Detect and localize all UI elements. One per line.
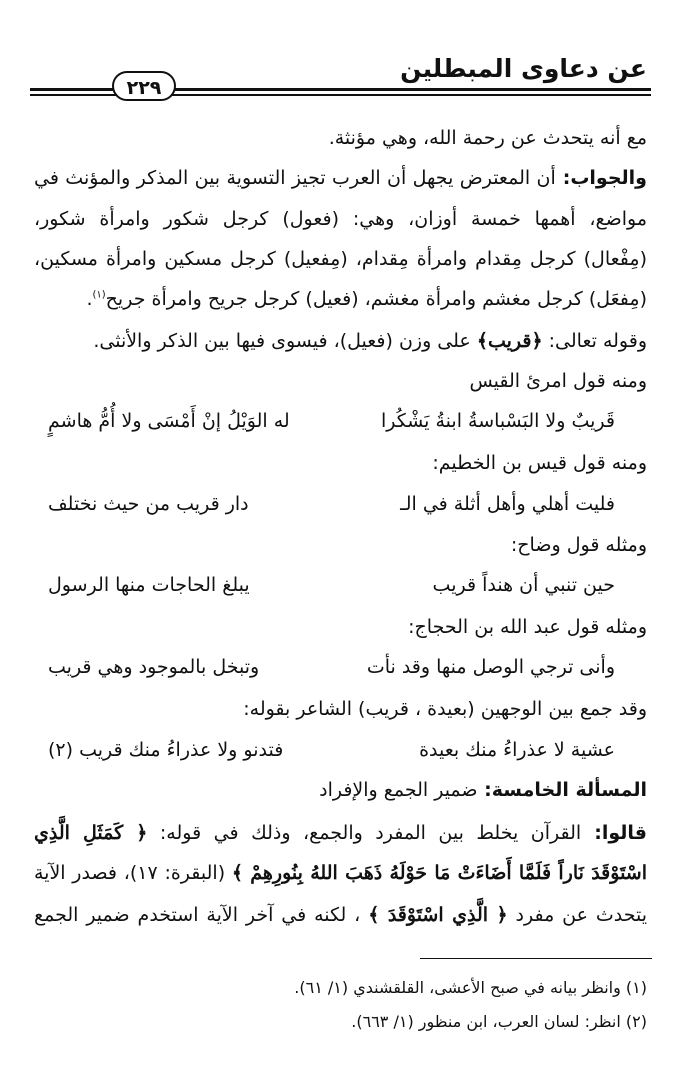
quran-quote: ﴿ الَّذِي اسْتَوْقَدَ ﴾: [368, 904, 508, 926]
text-line: [34, 118, 647, 158]
footnote-rule: [420, 958, 652, 959]
text-run: يتحدث عن مفرد: [507, 904, 647, 926]
text-run: القرآن يخلط بين المفرد والجمع، وذلك في قوله:: [147, 822, 582, 844]
verse-hemistich: عشية لا عذراءُ منك بعيدة: [419, 739, 615, 761]
verse-hemistich: وتبخل بالموجود وهي قريب: [48, 656, 260, 678]
footnote: (٢) انظر: لسان العرب، ابن منظور (١/ ٦٦٣).: [351, 1012, 647, 1031]
verse-hemistich: دار قريب من حيث نختلف: [48, 493, 249, 515]
text-line: [34, 279, 647, 319]
text-run: وقد جمع بين الوجهين (بعيدة ، قريب) الشاعر بقوله:: [243, 698, 647, 720]
text-line: [34, 199, 647, 239]
text-line: [34, 158, 647, 198]
footnote: (١) وانظر بيانه في صبح الأعشى، القلقشندي (١/ ٦١).: [294, 978, 647, 997]
footnote-ref: (١): [92, 289, 106, 301]
text-run: وقوله تعالى:: [542, 330, 647, 352]
verse-hemistich: قَريبٌ ولا البَسْباسةُ ابنةُ يَشْكُرا: [380, 410, 615, 432]
text-run: أن المعترض يجهل أن العرب تجيز التسوية بين المذكر والمؤنث في: [34, 167, 556, 189]
text-run: ومنه قول امرئ القيس: [469, 370, 647, 392]
text-run: ، لكنه في آخر الآية استخدم ضمير الجمع: [34, 904, 369, 926]
text-line: [34, 443, 647, 483]
verse-hemistich: فليت أهلي وأهل أثلة في الـ: [400, 493, 615, 515]
bold-lead: قالوا:: [581, 822, 647, 844]
text-line: [34, 895, 647, 935]
text-run: ومثله قول وضاح:: [510, 534, 647, 556]
text-run: .: [86, 288, 93, 310]
text-run: ومثله قول عبد الله بن الحجاج:: [408, 616, 647, 638]
text-line: [34, 607, 647, 647]
text-line: [34, 239, 647, 279]
bold-lead: والجواب:: [555, 167, 647, 189]
text-line: [34, 689, 647, 729]
bold-lead: المسألة الخامسة:: [477, 779, 647, 801]
quran-quote: اسْتَوْقَدَ نَاراً فَلَمَّا أَضَاءَتْ مَا حَوْلَهُ ذَهَبَ اللهُ بِنُورِهِمْ ﴾: [231, 862, 648, 884]
running-title: عن دعاوى المبطلين: [400, 54, 647, 83]
page-number: ٢٢٩: [112, 71, 176, 101]
verse-hemistich: فتدنو ولا عذراءُ منك قريب (٢): [48, 739, 284, 761]
text-line: [34, 770, 647, 810]
verse-hemistich: له الوَيْلُ إنْ أَمْسَى ولا أُمُّ هاشمٍ: [48, 410, 290, 432]
verse-hemistich: يبلغ الحاجات منها الرسول: [48, 574, 250, 596]
text-line: [34, 321, 647, 361]
text-run: ضمير الجمع والإفراد: [319, 779, 478, 801]
text-line: [34, 853, 647, 893]
text-run: (البقرة: ١٧)، فصدر الآية: [34, 862, 232, 884]
verse-hemistich: وأنى ترجي الوصل منها وقد نأت: [366, 656, 615, 678]
text-run: (مِفْعال) كرجل مِقدام وامرأة مِقدام، (مِفعيل) كرجل مسكين وامرأة مسكين،: [34, 248, 647, 270]
quran-quote: ﴿ كَمَثَلِ الَّذِي: [34, 822, 148, 844]
verse-hemistich: حين تنبي أن هنداً قريب: [432, 574, 615, 596]
text-run: مواضع، أهمها خمسة أوزان، وهي: (فعول) كرجل شكور وامرأة شكور،: [34, 208, 647, 230]
text-line: [34, 525, 647, 565]
text-run: (مِفعَل) كرجل مغشم وامرأة مغشم، (فعيل) كرجل جريح وامرأة جريح: [105, 288, 647, 310]
text-run: على وزن (فعيل)، فيسوى فيها بين الذكر والأنثى.: [93, 330, 477, 352]
text-run: مع أنه يتحدث عن رحمة الله، وهي مؤنثة.: [328, 127, 647, 149]
text-line: [34, 361, 647, 401]
text-run: ومنه قول قيس بن الخطيم:: [432, 452, 647, 474]
text-line: [34, 813, 647, 853]
quran-quote: ﴿قريب﴾: [476, 330, 543, 352]
